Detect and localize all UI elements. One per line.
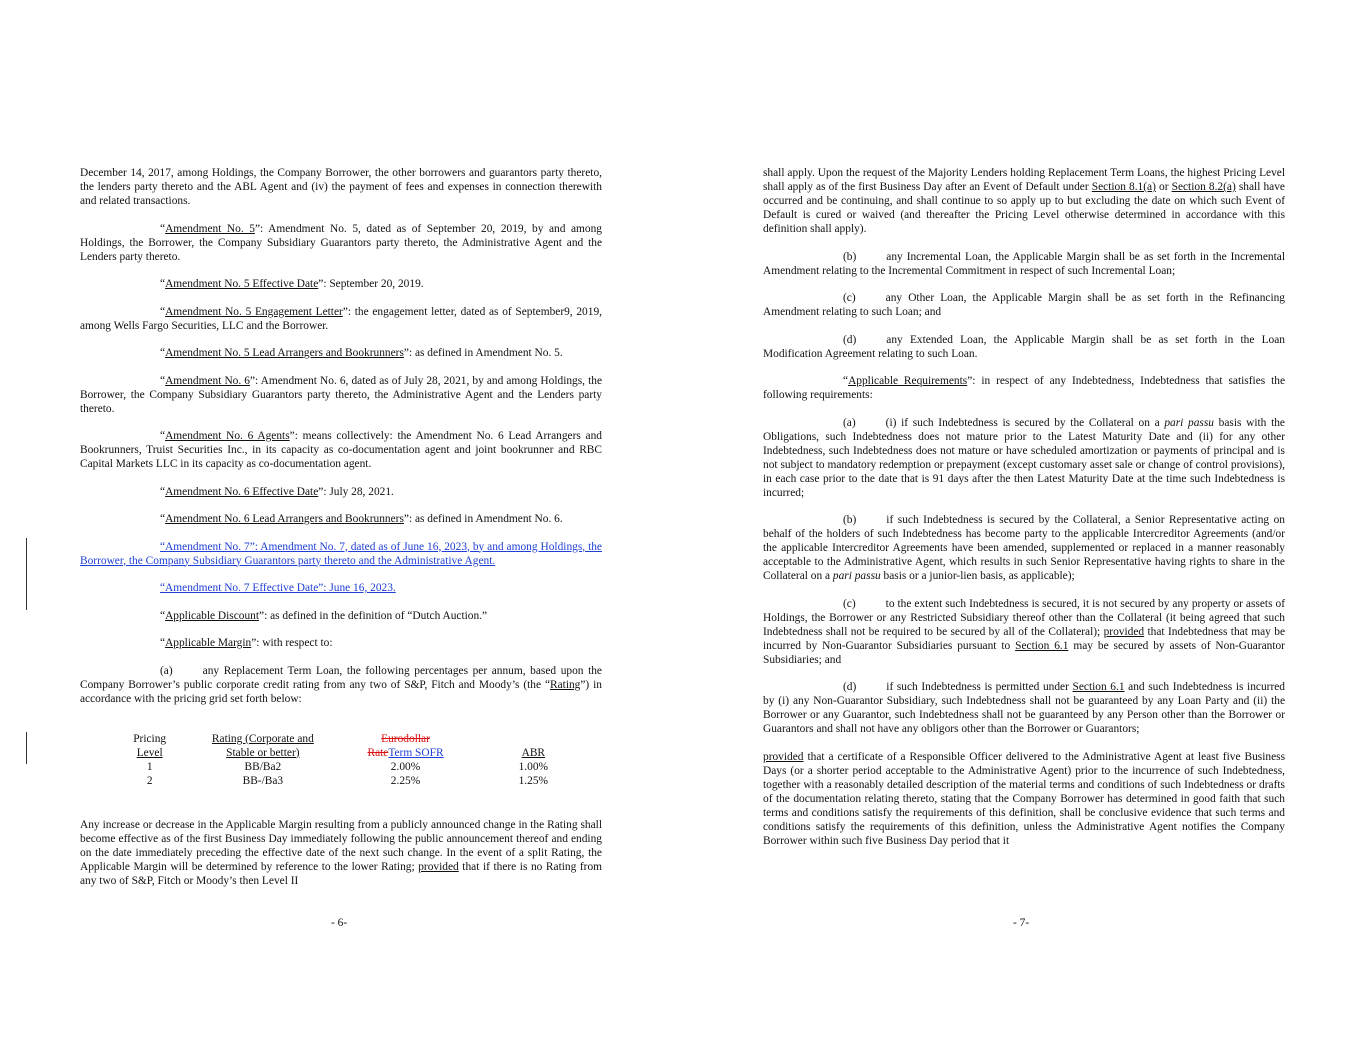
margin-clause-c: (c) any Other Loan, the Applicable Margin shall be as set forth in the Refinancing Amendment relating to such Loan; and: [763, 292, 1285, 318]
page-number: - 6-: [331, 917, 348, 929]
cell-level: 1: [146, 760, 153, 773]
margin-clause-d: (d) any Extended Loan, the Applicable Margin shall be as set forth in the Loan Modification Agreement relating to such Loan.: [763, 333, 1285, 360]
paragraph: December 14, 2017, among Holdings, the Company Borrower, the other borrowers and guarantors party thereto, the lenders party thereto and the ABL Agent and (iv) the payment of fees and expenses in connection therewith and related transactions.: [80, 167, 602, 207]
cell-sofr: 2.00%: [390, 760, 421, 773]
table-row: [120, 760, 602, 774]
header-pricing-level: Pricing Level: [133, 732, 167, 759]
definition-amendment-5-effective-date: “Amendment No. 5 Effective Date”: September 20, 2019.: [160, 278, 424, 290]
cell-sofr: 2.25%: [390, 774, 421, 787]
definition-applicable-discount: “Applicable Discount”: as defined in the definition of “Dutch Auction.”: [160, 609, 488, 622]
cell-abr: 1.25%: [518, 774, 549, 787]
change-bar: [26, 538, 27, 610]
header-term-sofr: Eurodollar RateTerm SOFR: [367, 732, 444, 759]
pricing-grid-header: [120, 732, 602, 760]
left-page-body: [80, 166, 602, 901]
cell-rating: BB-/Ba3: [242, 774, 284, 787]
definition-amendment-6-agents: “Amendment No. 6 Agents”: means collectively: the Amendment No. 6 Lead Arrangers and Bookrunners, Truist Securities Inc., in its capacity as co-documentation agent and joint bookrunner and RBC Capital Markets LLC in its capacity as co-documentation agent.: [80, 430, 602, 470]
definition-amendment-6: “Amendment No. 6”: Amendment No. 6, dated as of July 28, 2021, by and among Holdings, the Borrower, the Company Subsidiary Guarantors party thereto, the Administrative Agent and the Lenders party thereto.: [80, 374, 603, 415]
definition-applicable-margin: “Applicable Margin”: with respect to:: [160, 637, 333, 649]
definition-applicable-requirements: “Applicable Requirements”: in respect of any Indebtedness, Indebtedness that satisfies the following requirements:: [763, 375, 1285, 401]
definition-amendment-7-effective-date-inserted: “Amendment No. 7 Effective Date”: June 16, 2023.: [160, 582, 396, 594]
right-page-body: [763, 166, 1285, 861]
page-number: - 7-: [1013, 917, 1030, 929]
definition-amendment-6-lead-arrangers: “Amendment No. 6 Lead Arrangers and Bookrunners”: as defined in Amendment No. 6.: [160, 513, 563, 525]
requirement-d: (d) if such Indebtedness is permitted under Section 6.1 and such Indebtedness is incurred by (i) any Non-Guarantor Subsidiary, such Indebtedness shall not be guaranteed by any Loan Party and (ii) the Borrower or any Guarantor, such Indebtedness shall not be guaranteed by any Person other than the Borrower or Guarantors and shall not have any obligors other than the Borrower or Guarantors;: [763, 681, 1285, 735]
margin-clause-b: (b) any Incremental Loan, the Applicable Margin shall be as set forth in the Incremental Amendment relating to the Incremental Commitment in respect of such Incremental Loan;: [763, 250, 1285, 277]
paragraph-rating-change: Any increase or decrease in the Applicable Margin resulting from a publicly announced change in the Rating shall become effective as of the first Business Day immediately following the public announcement thereof and ending on the date immediately preceding the effective date of the next such change. In the event of a split Rating, the Applicable Margin will be determined by reference to the lower Rating; provided that if there is no Rating from any two of S&P, Fitch or Moody’s then Level II: [80, 818, 602, 887]
definition-amendment-5-lead-arrangers: “Amendment No. 5 Lead Arrangers and Bookrunners”: as defined in Amendment No. 5.: [160, 347, 563, 359]
definition-amendment-5-engagement-letter: “Amendment No. 5 Engagement Letter”: the engagement letter, dated as of September9, 2019, among Wells Fargo Securities, LLC and the Borrower.: [80, 305, 602, 332]
requirement-b: (b) if such Indebtedness is secured by the Collateral, a Senior Representative acting on behalf of the holders of such Indebtedness has become party to the applicable Intercreditor Agreements (and/or the applicable Intercreditor Agreements have been amended, supplemented or replaced in a manner reasonably acceptable to the Administrative Agent, which results in such Senior Representative having rights to share in the Collateral on a pari passu basis or a junior-lien basis, as applicable);: [763, 514, 1285, 582]
header-abr: ABR: [521, 746, 546, 759]
requirement-a: (a) (i) if such Indebtedness is secured by the Collateral on a pari passu basis with the Obligations, such Indebtedness does not mature prior to the Latest Maturity Date and (ii) for any other Indebtedness, such Indebtedness does not mature or have scheduled amortization or payments of principal and is not subject to mandatory redemption or prepayment (except customary asset sale or change of control provisions), in each case prior to the date that is 91 days after the then Latest Maturity Date at the time such Indebtedness is incurred;: [763, 416, 1285, 499]
change-bar: [26, 732, 27, 764]
cell-level: 2: [146, 774, 153, 787]
pricing-grid: [120, 732, 602, 788]
margin-clause-a: (a) any Replacement Term Loan, the following percentages per annum, based upon the Company Borrower’s public corporate credit rating from any two of S&P, Fitch and Moody’s (the “Rating”) in accordance with the pricing grid set forth below:: [80, 664, 602, 705]
definition-amendment-7-inserted: “Amendment No. 7”: Amendment No. 7, dated as of June 16, 2023, by and among Holdings, the Borrower, the Company Subsidiary Guarantors party thereto and the Administrative Agent.: [80, 540, 602, 567]
header-rating: Rating (Corporate and Stable or better): [211, 732, 314, 759]
definition-amendment-5: “Amendment No. 5”: Amendment No. 5, dated as of September 20, 2019, by and among Holdings, the Borrower, the Company Subsidiary Guarantors party thereto, the Administrative Agent and the Lenders party thereto.: [80, 222, 602, 263]
definition-amendment-6-effective-date: “Amendment No. 6 Effective Date”: July 28, 2021.: [160, 485, 394, 498]
paragraph-pricing-level: shall apply. Upon the request of the Majority Lenders holding Replacement Term Loans, the highest Pricing Level shall apply as of the first Business Day after an Event of Default under Section 8.1(a) or Section 8.2(a) shall have occurred and be continuing, and shall continue to so apply up to but excluding the date on which such Event of Default is cured or waived (and thereafter the Pricing Level otherwise determined in accordance with this definition shall apply).: [763, 167, 1285, 235]
paragraph-provided-certificate: provided that a certificate of a Responsible Officer delivered to the Administrative Agent at least five Business Days (or a shorter period acceptable to the Administrative Agent) prior to the incurrence of such Indebtedness, together with a reasonably detailed description of the material terms and conditions of such Indebtedness or drafts of the documentation relating thereto, stating that the Company Borrower has determined in good faith that such terms and conditions satisfy the requirements of this definition, shall be conclusive evidence that such terms and conditions satisfy the requirements of this definition, unless the Administrative Agent notifies the Company Borrower within such five Business Day period that it: [763, 750, 1285, 847]
requirement-c: (c) to the extent such Indebtedness is secured, it is not secured by any property or assets of Holdings, the Borrower or any Restricted Subsidiary thereof other than the Collateral (it being agreed that such Indebtedness shall not be required to be secured by all of the Collateral); provided that Indebtedness that may be incurred by Non-Guarantor Subsidiaries pursuant to Section 6.1 may be secured by assets of Non-Guarantor Subsidiaries; and: [763, 597, 1285, 666]
cell-rating: BB/Ba2: [244, 760, 282, 773]
cell-abr: 1.00%: [518, 760, 549, 773]
table-row: [120, 774, 602, 788]
